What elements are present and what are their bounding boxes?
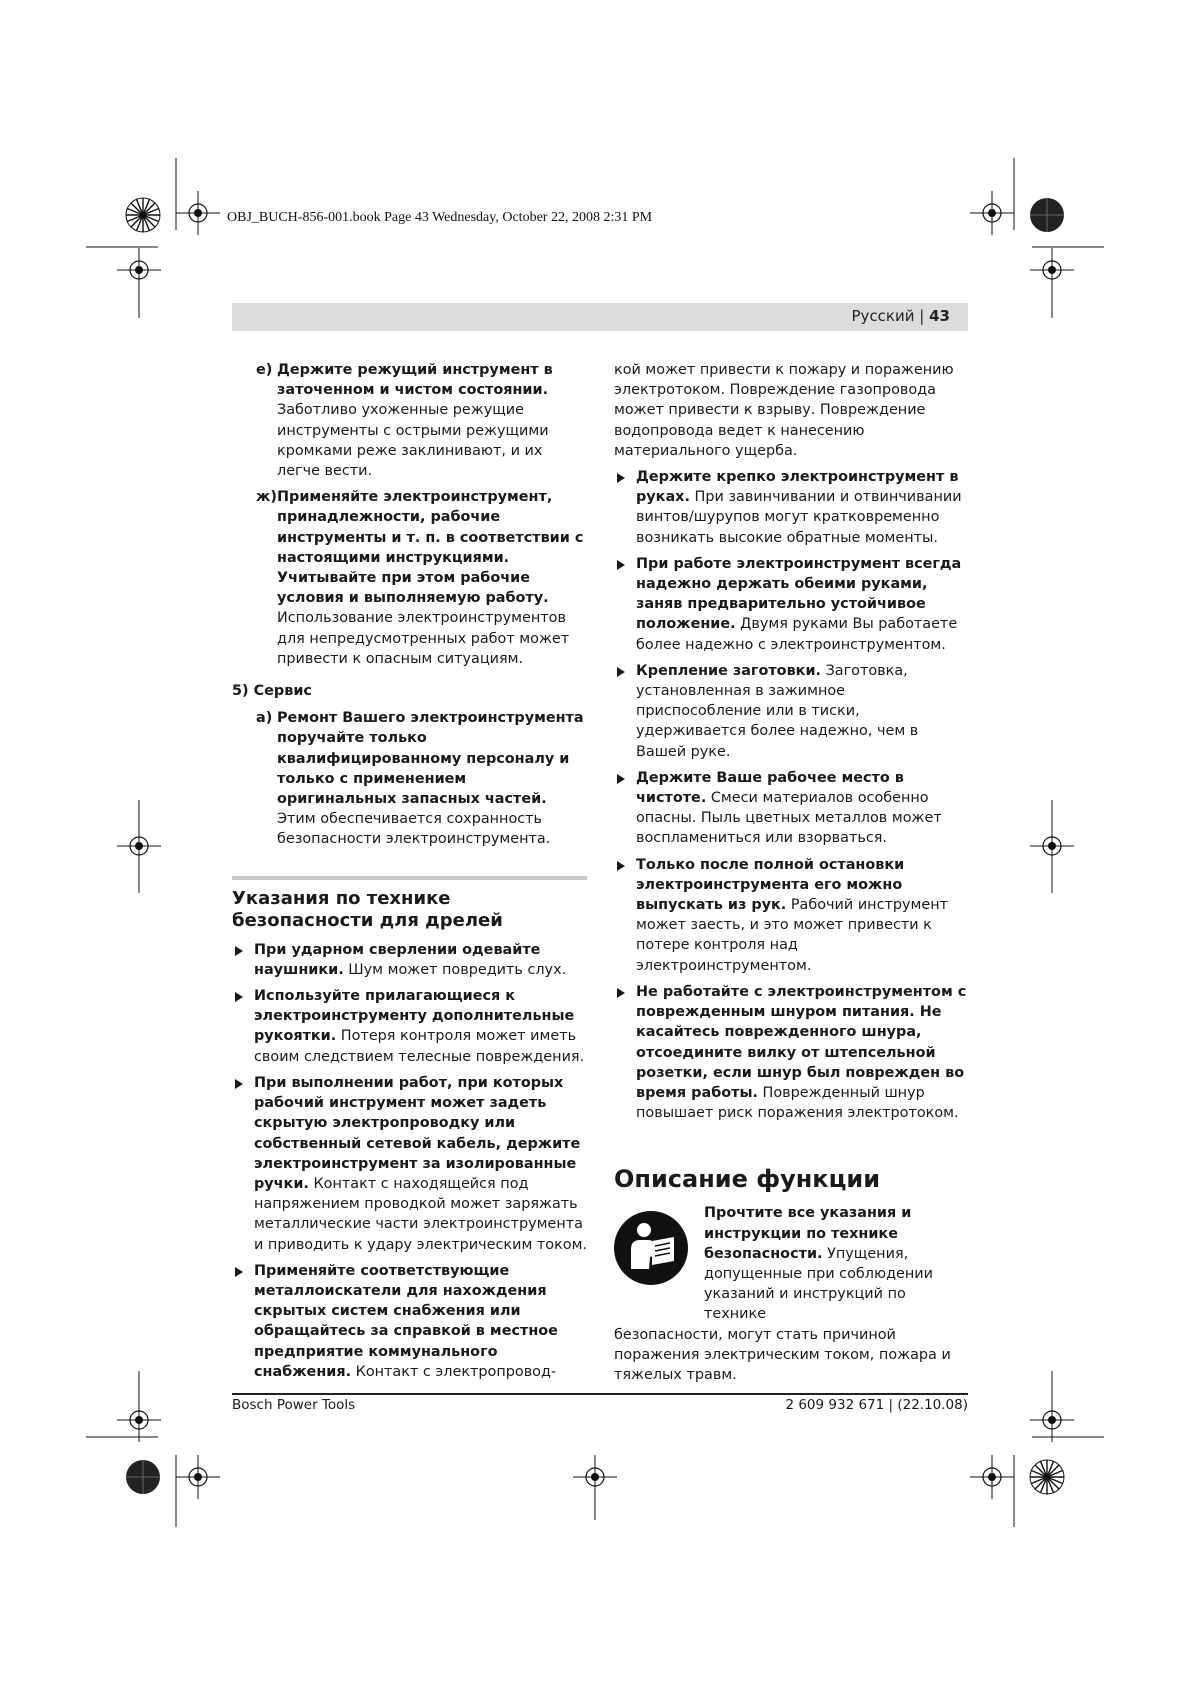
- bullet-text: Контакт с находящейся под напряжением проводкой может заряжать металлические части электроинструмента и приводить к удару электрическим током.: [254, 1175, 587, 1253]
- continuation-paragraph: кой может привести к пожару и поражению электротоком. Повреждение газопровода может привести к взрыву. Повреждение водопровода ведет к нанесению материального ущерба.: [614, 362, 954, 459]
- right-column: [614, 360, 969, 1385]
- bullet-bold-text: Крепление заготовки.: [636, 662, 821, 679]
- function-text: Упущения, допущенные при соблюдении указаний и инструкций по технике: [704, 1245, 933, 1323]
- section-heading-service: 5) Сервис: [232, 683, 312, 700]
- bullet-bold-text: Не работайте с электроинструментом с поврежденным шнуром питания. Не касайтесь поврежденного шнура, отсоедините вилку от штепсельной розетки, если шнур был поврежден во время работы.: [636, 983, 967, 1101]
- registration-mark-icon: [1030, 824, 1074, 868]
- bullet-text: Двумя руками Вы работаете более надежно с электроинструментом.: [636, 616, 958, 653]
- triangle-bullet-icon: [235, 1079, 243, 1089]
- bullet-item: [614, 982, 969, 1123]
- list-item: [232, 487, 587, 669]
- registration-mark-icon: [126, 198, 160, 232]
- header-language: Русский: [851, 307, 915, 325]
- triangle-bullet-icon: [617, 861, 625, 871]
- bullet-bold-text: Только после полной остановки электроинструмента его можно выпускать из рук.: [636, 856, 905, 914]
- registration-mark-icon: [1030, 1398, 1074, 1442]
- function-bold-text: Прочтите все указания и инструкции по технике безопасности.: [704, 1205, 912, 1262]
- header-text: [852, 307, 950, 325]
- triangle-bullet-icon: [617, 473, 625, 483]
- triangle-bullet-icon: [617, 774, 625, 784]
- bullet-bold-text: При ударном сверлении одевайте наушники.: [254, 941, 541, 978]
- bullet-text: При завинчивании и отвинчивании винтов/шурупов могут кратковременно возникать высокие обратные моменты.: [636, 489, 962, 546]
- registration-mark-icon: [1030, 198, 1064, 232]
- bullet-bold-text: Применяйте соответствующие металлоискатели для нахождения скрытых систем снабжения или обращайтесь за справкой в местное предприятие коммунального снабжения.: [254, 1262, 558, 1380]
- left-column: [232, 360, 587, 1388]
- bullet-text: Шум может повредить слух.: [343, 961, 567, 978]
- read-manual-icon: [614, 1211, 688, 1285]
- bullet-item: [614, 768, 969, 849]
- registration-mark-icon: [573, 1455, 617, 1499]
- bullet-item: [614, 661, 969, 762]
- triangle-bullet-icon: [235, 1267, 243, 1277]
- function-warning-block: [614, 1203, 969, 1385]
- triangle-bullet-icon: [617, 560, 625, 570]
- item-label: e): [256, 362, 273, 378]
- bullet-text: Рабочий инструмент может заесть, и это может привести к потере контроля над электроинструментом.: [636, 897, 949, 974]
- registration-mark-icon: [117, 1398, 161, 1442]
- bullet-bold-text: Держите крепко электроинструмент в руках.: [636, 469, 959, 506]
- page-number: 43: [929, 307, 950, 325]
- bullet-item: [614, 467, 969, 548]
- item-label: ж): [256, 489, 277, 506]
- bullet-item: [614, 855, 969, 976]
- registration-mark-icon: [176, 1455, 220, 1499]
- function-warning-continuation: безопасности, могут стать причиной поражения электрическим током, пожара и тяжелых травм.: [614, 1326, 951, 1383]
- printer-info-line: OBJ_BUCH-856-001.book Page 43 Wednesday, October 22, 2008 2:31 PM: [227, 210, 653, 225]
- triangle-bullet-icon: [235, 992, 243, 1002]
- footer-divider: [232, 1393, 968, 1395]
- function-description-heading: Описание функции: [614, 1165, 881, 1194]
- bullet-bold-text: При выполнении работ, при которых рабочий инструмент может задеть скрытую электропроводку или собственный сетевой кабель, держите электроинструмент за изолированные ручки.: [254, 1074, 581, 1192]
- registration-mark-icon: [1030, 248, 1074, 292]
- bullet-text: Смеси материалов особенно опасны. Пыль цветных металлов может воспламениться или взорваться.: [636, 790, 942, 847]
- footer-brand: Bosch Power Tools: [232, 1397, 356, 1413]
- registration-mark-icon: [1030, 1460, 1064, 1494]
- item-text: Заботливо ухоженные режущие инструменты с острыми режущими кромками реже заклинивают, и их легче вести.: [277, 402, 549, 480]
- bullet-bold-text: Держите Ваше рабочее место в чистоте.: [636, 769, 904, 807]
- bullet-item: [232, 1073, 587, 1255]
- header-separator: |: [919, 307, 925, 325]
- registration-mark-icon: [117, 824, 161, 868]
- bullet-text: Потеря контроля может иметь своим следствием телесные повреждения.: [254, 1028, 585, 1065]
- registration-mark-icon: [970, 191, 1014, 235]
- triangle-bullet-icon: [235, 946, 243, 956]
- item-label: a): [256, 710, 273, 727]
- triangle-bullet-icon: [617, 988, 625, 998]
- item-bold-text: Применяйте электроинструмент, принадлежности, рабочие инструменты и т. п. в соответствии с настоящими инструкциями. Учитывайте при этом рабочие условия и выполняемую работу.: [277, 489, 584, 607]
- triangle-bullet-icon: [617, 667, 625, 677]
- bullet-item: [232, 986, 587, 1067]
- bullet-item: [614, 554, 969, 655]
- bullet-bold-text: Используйте прилагающиеся к электроинструменту дополнительные рукоятки.: [254, 988, 575, 1045]
- footer-doc-number: 2 609 932 671 | (22.10.08): [785, 1397, 968, 1413]
- list-item: [232, 708, 587, 849]
- page-header: [232, 303, 968, 331]
- bullet-text: Заготовка, установленная в зажимное приспособление или в тиски, удерживается более надежно, чем в Вашей руке.: [636, 662, 919, 760]
- registration-mark-icon: [126, 1460, 160, 1494]
- registration-mark-icon: [970, 1455, 1014, 1499]
- bullet-text: Контакт с электропровод-: [351, 1363, 557, 1380]
- drill-safety-heading: Указания по технике безопасности для дрелей: [232, 887, 503, 931]
- registration-mark-icon: [117, 248, 161, 292]
- list-item: [232, 360, 587, 481]
- item-bold-text: Держите режущий инструмент в заточенном и чистом состоянии.: [277, 362, 553, 399]
- item-bold-text: Ремонт Вашего электроинструмента поручайте только квалифицированному персоналу и только с применением оригинальных запасных частей.: [277, 710, 584, 808]
- bullet-item: [232, 940, 587, 980]
- section-divider: [232, 876, 587, 880]
- item-text: Этим обеспечивается сохранность безопасности электроинструмента.: [277, 811, 551, 848]
- item-text: Использование электроинструментов для непредусмотренных работ может привести к опасным ситуациям.: [277, 610, 570, 667]
- bullet-bold-text: При работе электроинструмент всегда надежно держать обеими руками, заняв предварительно устойчивое положение.: [636, 555, 962, 633]
- bullet-item: [232, 1261, 587, 1382]
- registration-mark-icon: [176, 191, 220, 235]
- bullet-text: Поврежденный шнур повышает риск поражения электротоком.: [636, 1084, 959, 1122]
